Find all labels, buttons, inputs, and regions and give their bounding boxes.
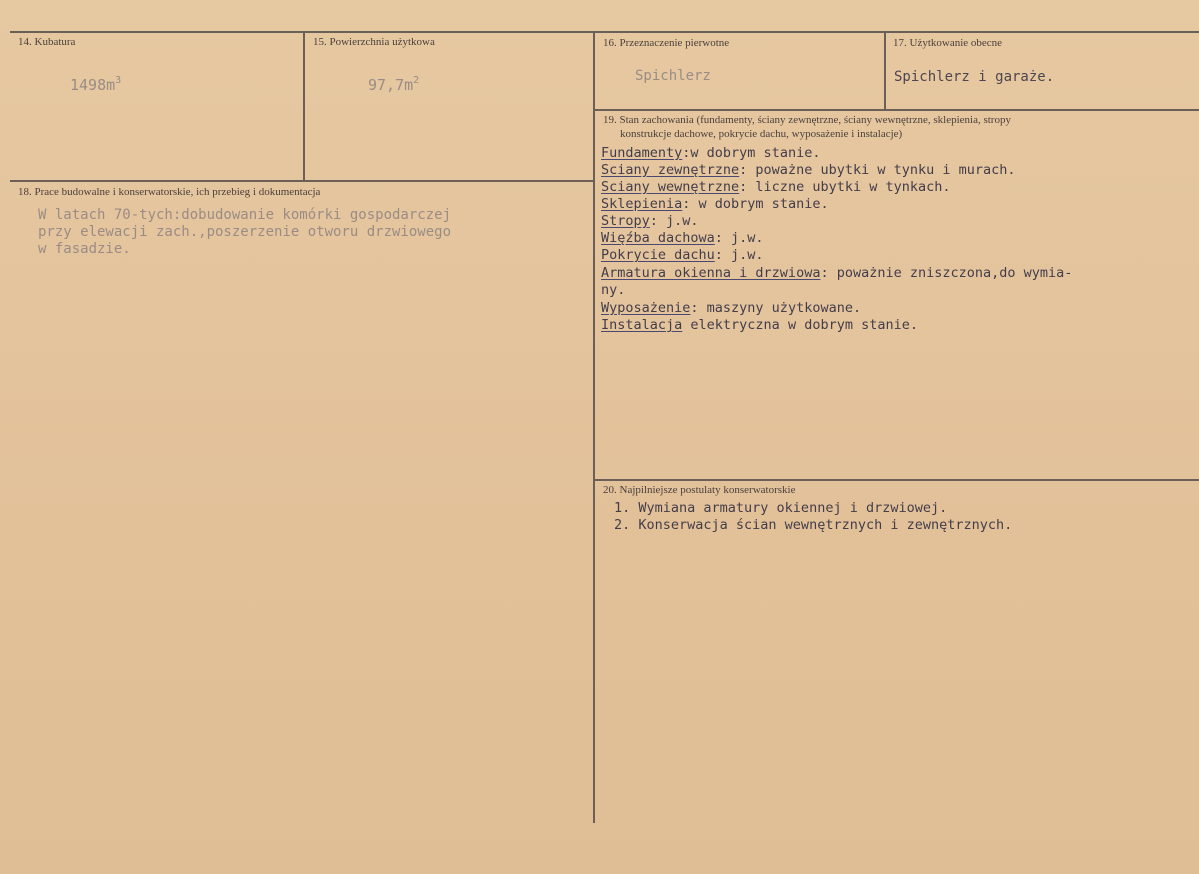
state-text: : poważne ubytki w tynku i murach.	[739, 162, 1016, 178]
state-item-wiezba-dachowa	[601, 230, 764, 246]
field-14-label: 14. Kubatura	[18, 36, 76, 48]
state-term: Sklepienia	[601, 196, 683, 212]
state-term: Sciany wewnętrzne	[601, 179, 740, 195]
state-item-instalacja	[601, 317, 918, 333]
state-item-wyposazenie	[601, 300, 861, 316]
field-18-line-3: w fasadzie.	[38, 241, 131, 257]
state-item-armatura-continued	[601, 282, 625, 298]
field-18-line-1: W latach 70-tych:dobudowanie komórki gospodarczej	[38, 207, 452, 223]
state-term: Stropy	[601, 213, 650, 229]
field-14-value	[70, 76, 121, 94]
state-text: elektryczna w dobrym stanie.	[682, 317, 918, 333]
state-text: : j.w.	[649, 213, 699, 229]
state-item-sklepienia	[601, 196, 829, 212]
state-item-pokrycie-dachu	[601, 247, 764, 263]
main-vertical-divider	[593, 33, 595, 823]
state-text: : liczne ubytki w tynkach.	[739, 179, 951, 195]
state-text: : w dobrym stanie.	[682, 196, 829, 212]
field-15-label: 15. Powierzchnia użytkowa	[313, 36, 435, 48]
postulate-item-2: 2. Konserwacja ścian wewnętrznych i zewnętrznych.	[614, 517, 1013, 533]
state-term: Instalacja	[601, 317, 683, 333]
field-17-label: 17. Użytkowanie obecne	[893, 37, 1003, 49]
field-19-label-line-2: konstrukcje dachowe, pokrycie dachu, wyposażenie i instalacje)	[620, 128, 903, 140]
divider-14-15	[303, 33, 305, 180]
divider-right-top	[595, 109, 1199, 111]
state-term: Fundamenty	[601, 145, 683, 161]
state-item-armatura	[601, 265, 1072, 281]
state-item-stropy	[601, 213, 699, 229]
state-text: : poważnie zniszczona,do wymia-	[820, 265, 1073, 281]
state-text: : j.w.	[714, 230, 764, 246]
postulate-item-1: 1. Wymiana armatury okiennej i drzwiowej.	[614, 500, 948, 516]
field-15-unit-superscript: 2	[413, 75, 420, 86]
field-16-value: Spichlerz	[635, 68, 711, 84]
state-text: : j.w.	[714, 247, 764, 263]
state-item-sciany-zewnetrzne	[601, 162, 1016, 178]
divider-16-17	[884, 33, 886, 109]
field-20-label: 20. Najpilniejsze postulaty konserwatorskie	[603, 484, 796, 496]
state-term: Więźba dachowa	[601, 230, 715, 246]
state-term: Armatura okienna i drzwiowa	[601, 265, 821, 281]
field-15-value	[368, 76, 419, 94]
field-14-unit-superscript: 3	[115, 75, 122, 86]
state-term: Wyposażenie	[601, 300, 691, 316]
state-term: Pokrycie dachu	[601, 247, 715, 263]
field-17-value: Spichlerz i garaże.	[894, 69, 1055, 85]
state-item-sciany-wewnetrzne	[601, 179, 951, 195]
state-item-fundamenty	[601, 145, 820, 161]
field-19-label-line-1: 19. Stan zachowania (fundamenty, ściany zewnętrzne, ściany wewnętrzne, sklepienia, stropy	[603, 114, 1011, 126]
state-text: : maszyny użytkowane.	[690, 300, 862, 316]
field-18-line-2: przy elewacji zach.,poszerzenie otworu drzwiowego	[38, 224, 452, 240]
field-15-number: 97,7m	[368, 76, 414, 94]
state-term: Sciany zewnętrzne	[601, 162, 740, 178]
divider-right-middle	[595, 479, 1199, 481]
field-14-number: 1498m	[70, 76, 116, 94]
state-text: :w dobrym stanie.	[682, 145, 821, 161]
field-18-label: 18. Prace budowalne i konserwatorskie, ich przebieg i dokumentacja	[18, 186, 321, 198]
top-border	[10, 31, 1199, 33]
state-text: ny.	[601, 282, 626, 298]
field-16-label: 16. Przeznaczenie pierwotne	[603, 37, 730, 49]
divider-left-upper	[10, 180, 595, 182]
